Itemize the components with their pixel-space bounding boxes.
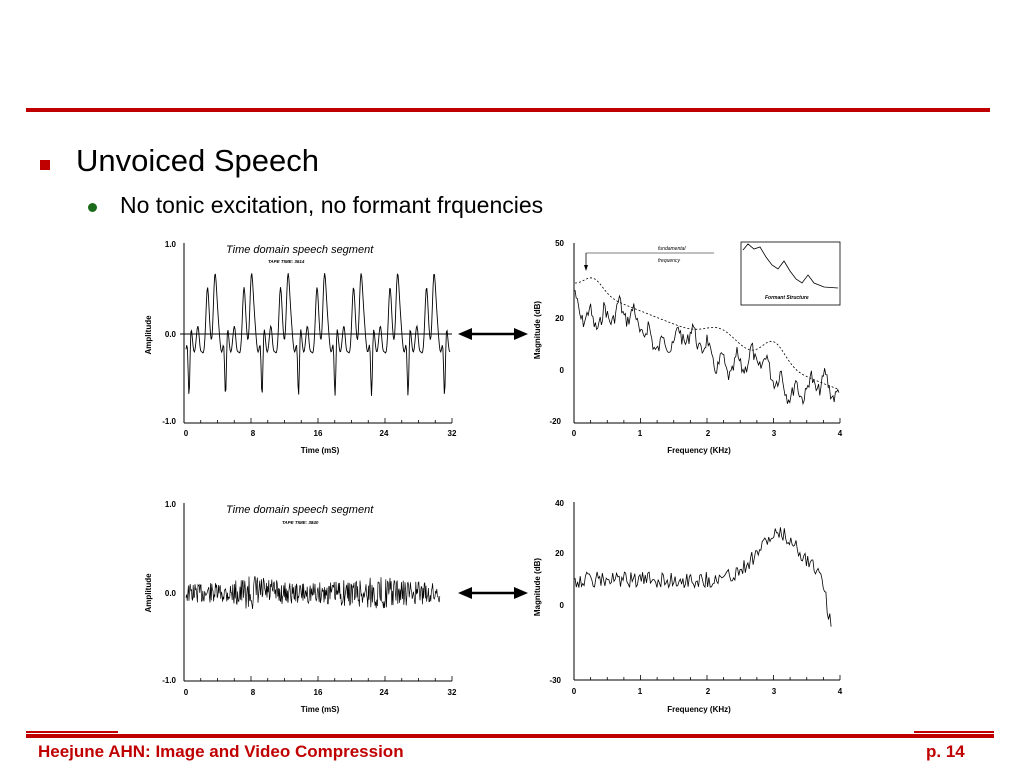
- annotation-arrow-icon: [584, 265, 588, 271]
- ytick: 0.0: [164, 330, 176, 339]
- footer-course-title: Heejune AHN: Image and Video Compression: [38, 742, 404, 761]
- ytick: 0: [559, 366, 564, 375]
- footer-rule-right: [914, 731, 994, 733]
- voiced-spectrum-plot: [528, 235, 848, 460]
- unvoiced-tape-time: TAPE TIME: 3840: [282, 520, 319, 525]
- xtick: 3: [771, 687, 777, 696]
- double-arrow-icon: [458, 583, 528, 603]
- ytick: -30: [549, 676, 561, 685]
- unvoiced-time-plot: [140, 495, 470, 720]
- bullet-square-icon: [40, 160, 50, 170]
- xtick: 4: [837, 687, 843, 696]
- xtick: 1: [637, 429, 643, 438]
- voiced-time-xlabel: Time (mS): [300, 446, 340, 455]
- footer-rule-left: [26, 731, 118, 733]
- slide-title: Unvoiced Speech: [76, 143, 319, 178]
- annotation-text-1: fundamental: [658, 246, 686, 252]
- unvoiced-time-xlabel: Time (mS): [300, 705, 340, 714]
- footer-rule-main: [26, 734, 994, 738]
- xtick: 8: [250, 688, 256, 697]
- xtick: 0: [571, 429, 577, 438]
- bullet-dot-icon: [88, 203, 97, 212]
- xtick: 0: [183, 688, 189, 697]
- unvoiced-waveform: [186, 576, 440, 609]
- unvoiced-spectrum-curve: [575, 527, 831, 626]
- ytick: -1.0: [162, 676, 176, 685]
- ytick: 20: [555, 314, 564, 323]
- voiced-spectrum-curve: [575, 290, 839, 404]
- voiced-time-plot: [140, 235, 470, 460]
- annotation-text-2: frequency: [658, 258, 680, 264]
- ytick: 40: [555, 499, 564, 508]
- unvoiced-time-title: Time domain speech segment: [226, 504, 374, 516]
- ytick: 1.0: [164, 500, 176, 509]
- xtick: 1: [637, 687, 643, 696]
- ytick: 50: [555, 239, 564, 248]
- xtick: 24: [379, 688, 389, 697]
- ytick: -1.0: [162, 417, 176, 426]
- xtick: 2: [705, 687, 711, 696]
- inset-label: Formant Structure: [765, 295, 809, 301]
- ytick: 1.0: [164, 240, 176, 249]
- xtick: 0: [571, 687, 577, 696]
- xtick: 3: [771, 429, 777, 438]
- voiced-time-ylabel: Amplitude: [144, 315, 153, 355]
- double-arrow-icon: [458, 324, 528, 344]
- unvoiced-spec-xlabel: Frequency (KHz): [667, 705, 731, 714]
- voiced-tape-time: TAPE TIME: 3614: [268, 259, 305, 264]
- ytick: 0.0: [164, 589, 176, 598]
- xtick: 16: [313, 688, 323, 697]
- unvoiced-spec-ylabel: Magnitude (dB): [533, 557, 542, 617]
- voiced-waveform: [186, 273, 450, 396]
- header-rule: [26, 108, 990, 112]
- xtick: 32: [447, 688, 457, 697]
- xtick: 4: [837, 429, 843, 438]
- ytick: 20: [555, 549, 564, 558]
- slide-bullet: No tonic excitation, no formant frquencies: [120, 192, 544, 218]
- xtick: 32: [447, 429, 457, 438]
- xtick: 0: [183, 429, 189, 438]
- voiced-spec-ylabel: Magnitude (dB): [533, 300, 542, 360]
- xtick: 2: [705, 429, 711, 438]
- xtick: 8: [250, 429, 256, 438]
- unvoiced-spectrum-plot: [528, 495, 848, 720]
- xtick: 16: [313, 429, 323, 438]
- footer-page-number: p. 14: [926, 742, 965, 761]
- voiced-time-title: Time domain speech segment: [226, 244, 374, 256]
- ytick: -20: [549, 417, 561, 426]
- xtick: 24: [379, 429, 389, 438]
- unvoiced-time-ylabel: Amplitude: [144, 573, 153, 613]
- ytick: 0: [559, 601, 564, 610]
- voiced-spec-xlabel: Frequency (KHz): [667, 446, 731, 455]
